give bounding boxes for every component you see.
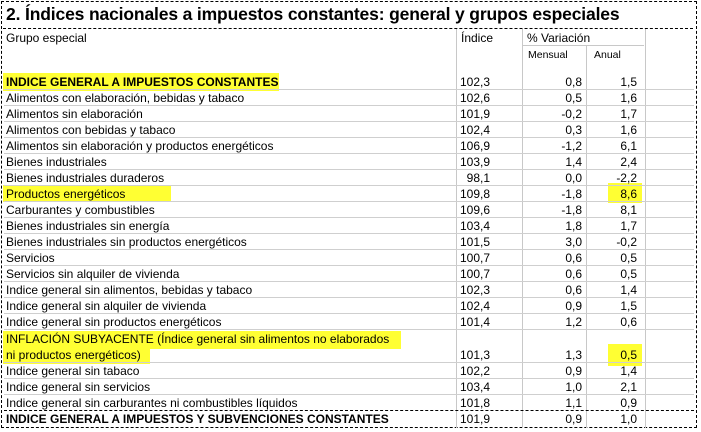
row-index: 103,4 [459, 380, 490, 394]
row-monthly: 1,3 [565, 348, 582, 362]
row-name: Indice general sin alquiler de vivienda [6, 299, 207, 313]
table-row [4, 138, 694, 154]
row-index: 106,9 [459, 139, 490, 153]
row-index: 103,9 [459, 155, 490, 169]
row-monthly: 0,9 [565, 299, 582, 313]
row-index: 102,6 [459, 91, 490, 105]
table-row [4, 122, 694, 138]
row-annual: 1,7 [620, 219, 637, 233]
table-row [4, 106, 694, 122]
page-title: 2. Índices nacionales a impuestos constantes: general y grupos especiales [6, 4, 620, 24]
row-name: Bienes industriales sin productos energéticos [6, 235, 247, 249]
header-variation: % Variación [527, 31, 591, 45]
table-row [4, 411, 694, 427]
row-monthly: -0,2 [561, 107, 582, 121]
table-row [4, 234, 694, 250]
table-row [4, 314, 694, 330]
row-name: Bienes industriales duraderos [6, 171, 165, 185]
row-name: Bienes industriales [6, 155, 107, 169]
row-annual: 1,7 [620, 107, 637, 121]
table-row [4, 170, 694, 186]
header-monthly: Mensual [528, 49, 568, 61]
table-row [4, 218, 694, 234]
row-annual: 2,4 [620, 155, 637, 169]
table-row [4, 202, 694, 218]
row-name: Bienes industriales sin energía [6, 219, 170, 233]
table-row [4, 74, 694, 90]
row-name: Alimentos con elaboración, bebidas y tabaco [6, 91, 245, 105]
row-index: 102,2 [459, 364, 490, 378]
row-annual: 1,4 [620, 364, 637, 378]
row-annual: 0,6 [620, 315, 637, 329]
row-monthly: 0,3 [565, 123, 582, 137]
row-annual: 0,9 [620, 396, 637, 410]
row-index: 102,3 [459, 283, 490, 297]
row-monthly: 0,6 [565, 267, 582, 281]
row-annual: 1,0 [620, 412, 637, 426]
row-monthly: 1,4 [565, 155, 582, 169]
header-index: Índice [461, 31, 494, 45]
header-group: Grupo especial [6, 31, 87, 45]
row-monthly: -1,8 [561, 203, 582, 217]
row-monthly: 0,6 [565, 251, 582, 265]
row-monthly: 0,0 [565, 171, 582, 185]
row-annual: -2,2 [616, 171, 637, 185]
row-monthly: 0,6 [565, 283, 582, 297]
row-name: Alimentos sin elaboración y productos energéticos [6, 139, 274, 153]
row-annual: 6,1 [620, 139, 637, 153]
row-annual: 8,6 [620, 187, 637, 201]
row-annual: 8,1 [620, 203, 637, 217]
table-row [4, 154, 694, 170]
row-monthly: 0,5 [565, 91, 582, 105]
table-row [4, 363, 694, 379]
row-name-line2: ni productos energéticos) [6, 348, 141, 362]
row-annual: 1,4 [620, 283, 637, 297]
row-index: 101,3 [459, 348, 490, 362]
row-index: 102,3 [459, 75, 490, 89]
row-name: Carburantes y combustibles [6, 203, 155, 217]
row-index: 101,8 [459, 396, 490, 410]
row-name-line1: INFLACIÓN SUBYACENTE (Índice general sin alimentos no elaborados [6, 332, 390, 346]
row-monthly: 1,0 [565, 380, 582, 394]
row-name: INDICE GENERAL A IMPUESTOS Y SUBVENCIONES CONSTANTES [6, 412, 389, 426]
row-monthly: -1,2 [561, 139, 582, 153]
table-row [4, 250, 694, 266]
row-name: Alimentos sin elaboración [6, 107, 143, 121]
row-annual: 0,5 [620, 348, 637, 362]
header-annual: Anual [594, 49, 621, 61]
row-index: 103,4 [459, 219, 490, 233]
table-row [4, 266, 694, 282]
row-monthly: 1,1 [565, 396, 582, 410]
row-annual: 1,6 [620, 91, 637, 105]
variation-divider [522, 45, 644, 46]
row-monthly: 1,2 [565, 315, 582, 329]
row-annual: 0,5 [620, 251, 637, 265]
row-monthly: 0,9 [565, 412, 582, 426]
row-name: Alimentos con bebidas y tabaco [6, 123, 176, 137]
row-name: Indice general sin tabaco [6, 364, 140, 378]
table-row [4, 298, 694, 314]
row-annual: 1,5 [620, 299, 637, 313]
row-name: Indice general sin productos energéticos [6, 315, 222, 329]
row-index: 102,4 [459, 299, 490, 313]
row-index: 100,7 [459, 251, 490, 265]
row-index: 102,4 [459, 123, 490, 137]
row-index: 101,4 [459, 315, 490, 329]
table-row [4, 90, 694, 106]
row-annual: -0,2 [616, 235, 637, 249]
row-index: 109,6 [459, 203, 490, 217]
row-name: INDICE GENERAL A IMPUESTOS CONSTANTES [6, 75, 279, 89]
row-name: Servicios sin alquiler de vivienda [6, 267, 180, 281]
row-name: Indice general sin carburantes ni combustibles líquidos [6, 396, 298, 410]
row-name: Productos energéticos [6, 187, 126, 201]
row-monthly: 0,9 [565, 364, 582, 378]
table-row [4, 186, 694, 202]
table-row [4, 395, 694, 411]
row-annual: 1,6 [620, 123, 637, 137]
row-monthly: 3,0 [565, 235, 582, 249]
row-index: 101,9 [459, 107, 490, 121]
row-annual: 1,5 [620, 75, 637, 89]
row-annual: 2,1 [620, 380, 637, 394]
row-name: Indice general sin alimentos, bebidas y tabaco [6, 283, 253, 297]
row-annual: 0,5 [620, 267, 637, 281]
row-index: 100,7 [459, 267, 490, 281]
row-monthly: -1,8 [561, 187, 582, 201]
table-row [4, 282, 694, 298]
row-index: 98,1 [466, 171, 490, 185]
table-row [4, 331, 694, 363]
row-index: 109,8 [459, 187, 490, 201]
row-name: Indice general sin servicios [6, 380, 151, 394]
row-name: Servicios [6, 251, 55, 265]
row-monthly: 1,8 [565, 219, 582, 233]
title-divider [3, 28, 693, 29]
row-index: 101,9 [459, 412, 490, 426]
row-monthly: 0,8 [565, 75, 582, 89]
row-index: 101,5 [459, 235, 490, 249]
table-row [4, 379, 694, 395]
